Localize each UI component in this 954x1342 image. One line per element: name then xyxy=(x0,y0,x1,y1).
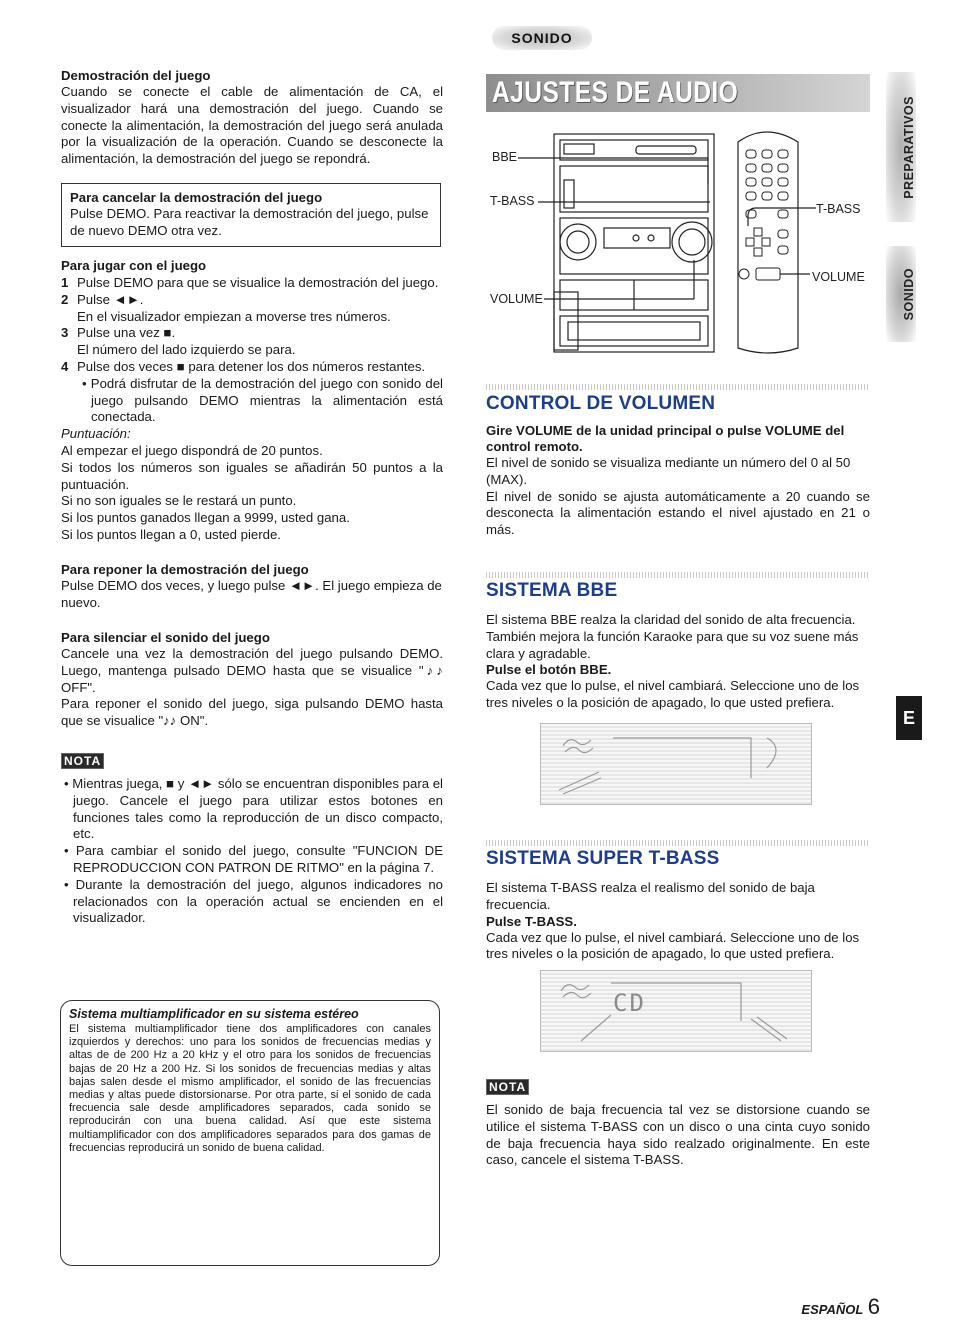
step-text: Pulse dos veces ■ para detener los dos números restantes. xyxy=(77,358,426,374)
cancel-box xyxy=(61,183,441,247)
bbe-title: SISTEMA BBE xyxy=(486,580,618,601)
demo-title: Demostración del juego xyxy=(61,68,211,83)
cancel-title: Para cancelar la demostración del juego xyxy=(70,190,323,205)
left-nota xyxy=(61,752,443,927)
page-footer xyxy=(780,1294,880,1320)
tbass-section xyxy=(486,848,870,963)
bbe-display-image xyxy=(540,723,812,805)
step-row xyxy=(61,275,443,292)
right-nota-text: El sonido de baja frecuencia tal vez se distorsione cuando se utilice el sistema T-BASS con un disco o una cinta cuyo sonido de baja frecuencia haya sido realzado originalmente. En este caso, cancele el sistema T-BASS. xyxy=(486,1102,870,1168)
score-line: Si todos los números son iguales se añadirán 50 puntos a la puntuación. xyxy=(61,459,443,492)
step-text: Pulse DEMO para que se visualice la demostración del juego. xyxy=(77,275,439,290)
play-bullet: • Podrá disfrutar de la demostración del juego con sonido del juego pulsando DEMO mientras la alimentación está conectada. xyxy=(82,375,443,425)
score-label: Puntuación: xyxy=(61,426,131,442)
step-text: Pulse una vez ■. xyxy=(77,325,176,341)
play-section xyxy=(61,258,443,544)
volume-subtitle: Gire VOLUME de la unidad principal o pulse VOLUME del control remoto. xyxy=(486,423,845,454)
divider xyxy=(486,572,870,578)
nota-label: NOTA xyxy=(61,753,104,769)
right-nota xyxy=(486,1078,870,1169)
bbe-section xyxy=(486,580,870,712)
nota-item: • Durante la demostración del juego, algunos indicadores no relacionados con la operación actual se encienden en el visualizador. xyxy=(64,876,443,926)
remote-volume-button xyxy=(756,268,780,280)
multiamp-text: El sistema multiamplificador tiene dos amplificadores con canales izquierdos y derechos: uno para los sonidos de frecuencias medias y altas de de 200 Hz a 20 kHz y el otro para los sonidos de frecuencias bajas de 20 Hz a 200 Hz. Si los sonidos de frecuencias medias y altas bajas salen desde el mismo amplificador, el sonido de las frecuencias medias y altas puede distorsionarse. Por otra parte, si el sonido de cada frecuencia sale desde amplificadores separados, cada sonido se reproducirán con una buena calidad. Así que este sistema multiamplificador con dos amplificadores separados para dos gamas de frecuencias reproducirá un sonido de buena calidad. xyxy=(69,1023,431,1154)
play-title: Para jugar con el juego xyxy=(61,258,207,273)
volume-text-1: El nivel de sonido se visualiza mediante un número del 0 al 50 (MAX). xyxy=(486,455,851,487)
step-row xyxy=(61,342,443,359)
tbass-display-image xyxy=(540,970,812,1052)
tab-sonido xyxy=(886,246,916,342)
tbass-sub: Pulse T-BASS. xyxy=(486,913,577,929)
step-text: Pulse ◄►. xyxy=(77,291,144,307)
bbe-text: El sistema BBE realza la claridad del sonido de alta frecuencia. También mejora la función Karaoke para que su voz suene más clara y agradable. xyxy=(486,612,859,661)
bbe-display-graphic xyxy=(541,724,811,804)
step-number: 1 xyxy=(61,275,69,290)
volume-text-2: El nivel de sonido se ajusta automáticamente a 20 cuando se desconecta la alimentación estando el nivel ajustado en 21 o más. xyxy=(486,488,870,538)
restart-title: Para reponer la demostración del juego xyxy=(61,562,309,577)
mute-section xyxy=(61,630,443,730)
tbass-text-2: Cada vez que lo pulse, el nivel cambiará. Seleccione uno de los tres niveles o la posición de apagado, lo que usted prefiera. xyxy=(486,929,860,962)
display-cd-text: CD xyxy=(613,989,646,1017)
banner xyxy=(486,74,870,112)
step-text: El número del lado izquierdo se para. xyxy=(77,342,296,358)
tab-sonido-label: SONIDO xyxy=(902,267,916,321)
step-row xyxy=(61,359,443,376)
bbe-text-2: Cada vez que lo pulse, el nivel cambiará. Seleccione uno de los tres niveles o la posición de apagado, lo que usted prefiera. xyxy=(486,678,860,711)
mute-text-1: Cancele una vez la demostración del juego pulsando DEMO. Luego, mantenga pulsado DEMO hasta que se visualice "♪♪ OFF". xyxy=(61,646,443,695)
tab-preparativos xyxy=(886,72,916,222)
nota-label: NOTA xyxy=(486,1079,529,1095)
restart-section xyxy=(61,562,443,612)
step-number: 2 xyxy=(61,291,69,307)
tab-e-label: E xyxy=(902,708,915,728)
nota-list xyxy=(61,776,443,927)
divider xyxy=(486,384,870,390)
restart-text: Pulse DEMO dos veces, y luego pulse ◄►. El juego empieza de nuevo. xyxy=(61,578,442,610)
score-line: Si los puntos ganados llegan a 9999, usted gana. xyxy=(61,510,350,526)
banner-title: AJUSTES DE AUDIO xyxy=(492,76,739,109)
step-text: En el visualizador empiezan a moverse tres números. xyxy=(77,308,391,324)
volume-section xyxy=(486,393,870,539)
volume-title: CONTROL DE VOLUMEN xyxy=(486,393,716,414)
cancel-text: Pulse DEMO. Para reactivar la demostración del juego, pulse de nuevo DEMO otra vez. xyxy=(70,206,429,238)
label-bbe: BBE xyxy=(492,150,518,164)
multiamp-box-frame xyxy=(60,1000,440,1266)
nota-item: • Para cambiar el sonido del juego, consulte "FUNCION DE REPRODUCCION CON PATRON DE RITMO" en la página 7. xyxy=(64,843,443,875)
tab-preparativos-label: PREPARATIVOS xyxy=(902,95,916,199)
step-number: 3 xyxy=(61,325,69,341)
step-number: 4 xyxy=(61,358,69,374)
divider xyxy=(486,840,870,846)
step-row xyxy=(61,309,443,326)
left-column xyxy=(61,68,443,168)
tbass-text: El sistema T-BASS realza el realismo del sonido de baja frecuencia. xyxy=(486,880,815,912)
stereo-diagram xyxy=(486,122,876,362)
section-tag-label: SONIDO xyxy=(511,30,573,46)
multiamp-title: Sistema multiamplificador en su sistema estéreo xyxy=(69,1007,359,1021)
section-tag xyxy=(492,26,592,50)
label-volume-right: VOLUME xyxy=(812,270,865,284)
tbass-title: SISTEMA SUPER T-BASS xyxy=(486,848,720,869)
bbe-sub: Pulse el botón BBE. xyxy=(486,662,612,678)
play-steps xyxy=(61,275,443,544)
tbass-display-graphic xyxy=(541,971,811,1051)
label-tbass-left: T-BASS xyxy=(490,194,535,208)
volume-knob xyxy=(672,222,712,262)
label-tbass-right: T-BASS xyxy=(816,202,861,216)
footer-lang: ESPAÑOL xyxy=(801,1302,864,1317)
demo-text: Cuando se conecte el cable de alimentación de CA, el visualizador hará una demostración del juego. Cuando se conecte la alimentación, la demostración del juego será anulada por la visualización de la operación. Cuando se desconecte la alimentación, la demostración del juego se repondrá. xyxy=(61,84,443,167)
step-row xyxy=(61,292,443,309)
label-volume-left: VOLUME xyxy=(490,292,543,306)
score-line: Si no son iguales se le restará un punto. xyxy=(61,493,297,509)
mute-title: Para silenciar el sonido del juego xyxy=(61,630,270,645)
stereo-figure xyxy=(486,122,876,362)
score-line: Si los puntos llegan a 0, usted pierde. xyxy=(61,526,281,542)
page-number: 6 xyxy=(867,1294,880,1319)
tab-e xyxy=(896,696,922,740)
mute-text-2: Para reponer el sonido del juego, siga pulsando DEMO hasta que se visualice "♪♪ ON". xyxy=(61,696,443,729)
step-row xyxy=(61,325,443,342)
score-line: Al empezar el juego dispondrá de 20 puntos. xyxy=(61,442,323,458)
nota-item: • Mientras juega, ■ y ◄► sólo se encuentran disponibles para el juego. Cancele el juego para utilizar estos botones en funciones tales como la reproducción de un disco compacto, etc. xyxy=(64,776,443,842)
